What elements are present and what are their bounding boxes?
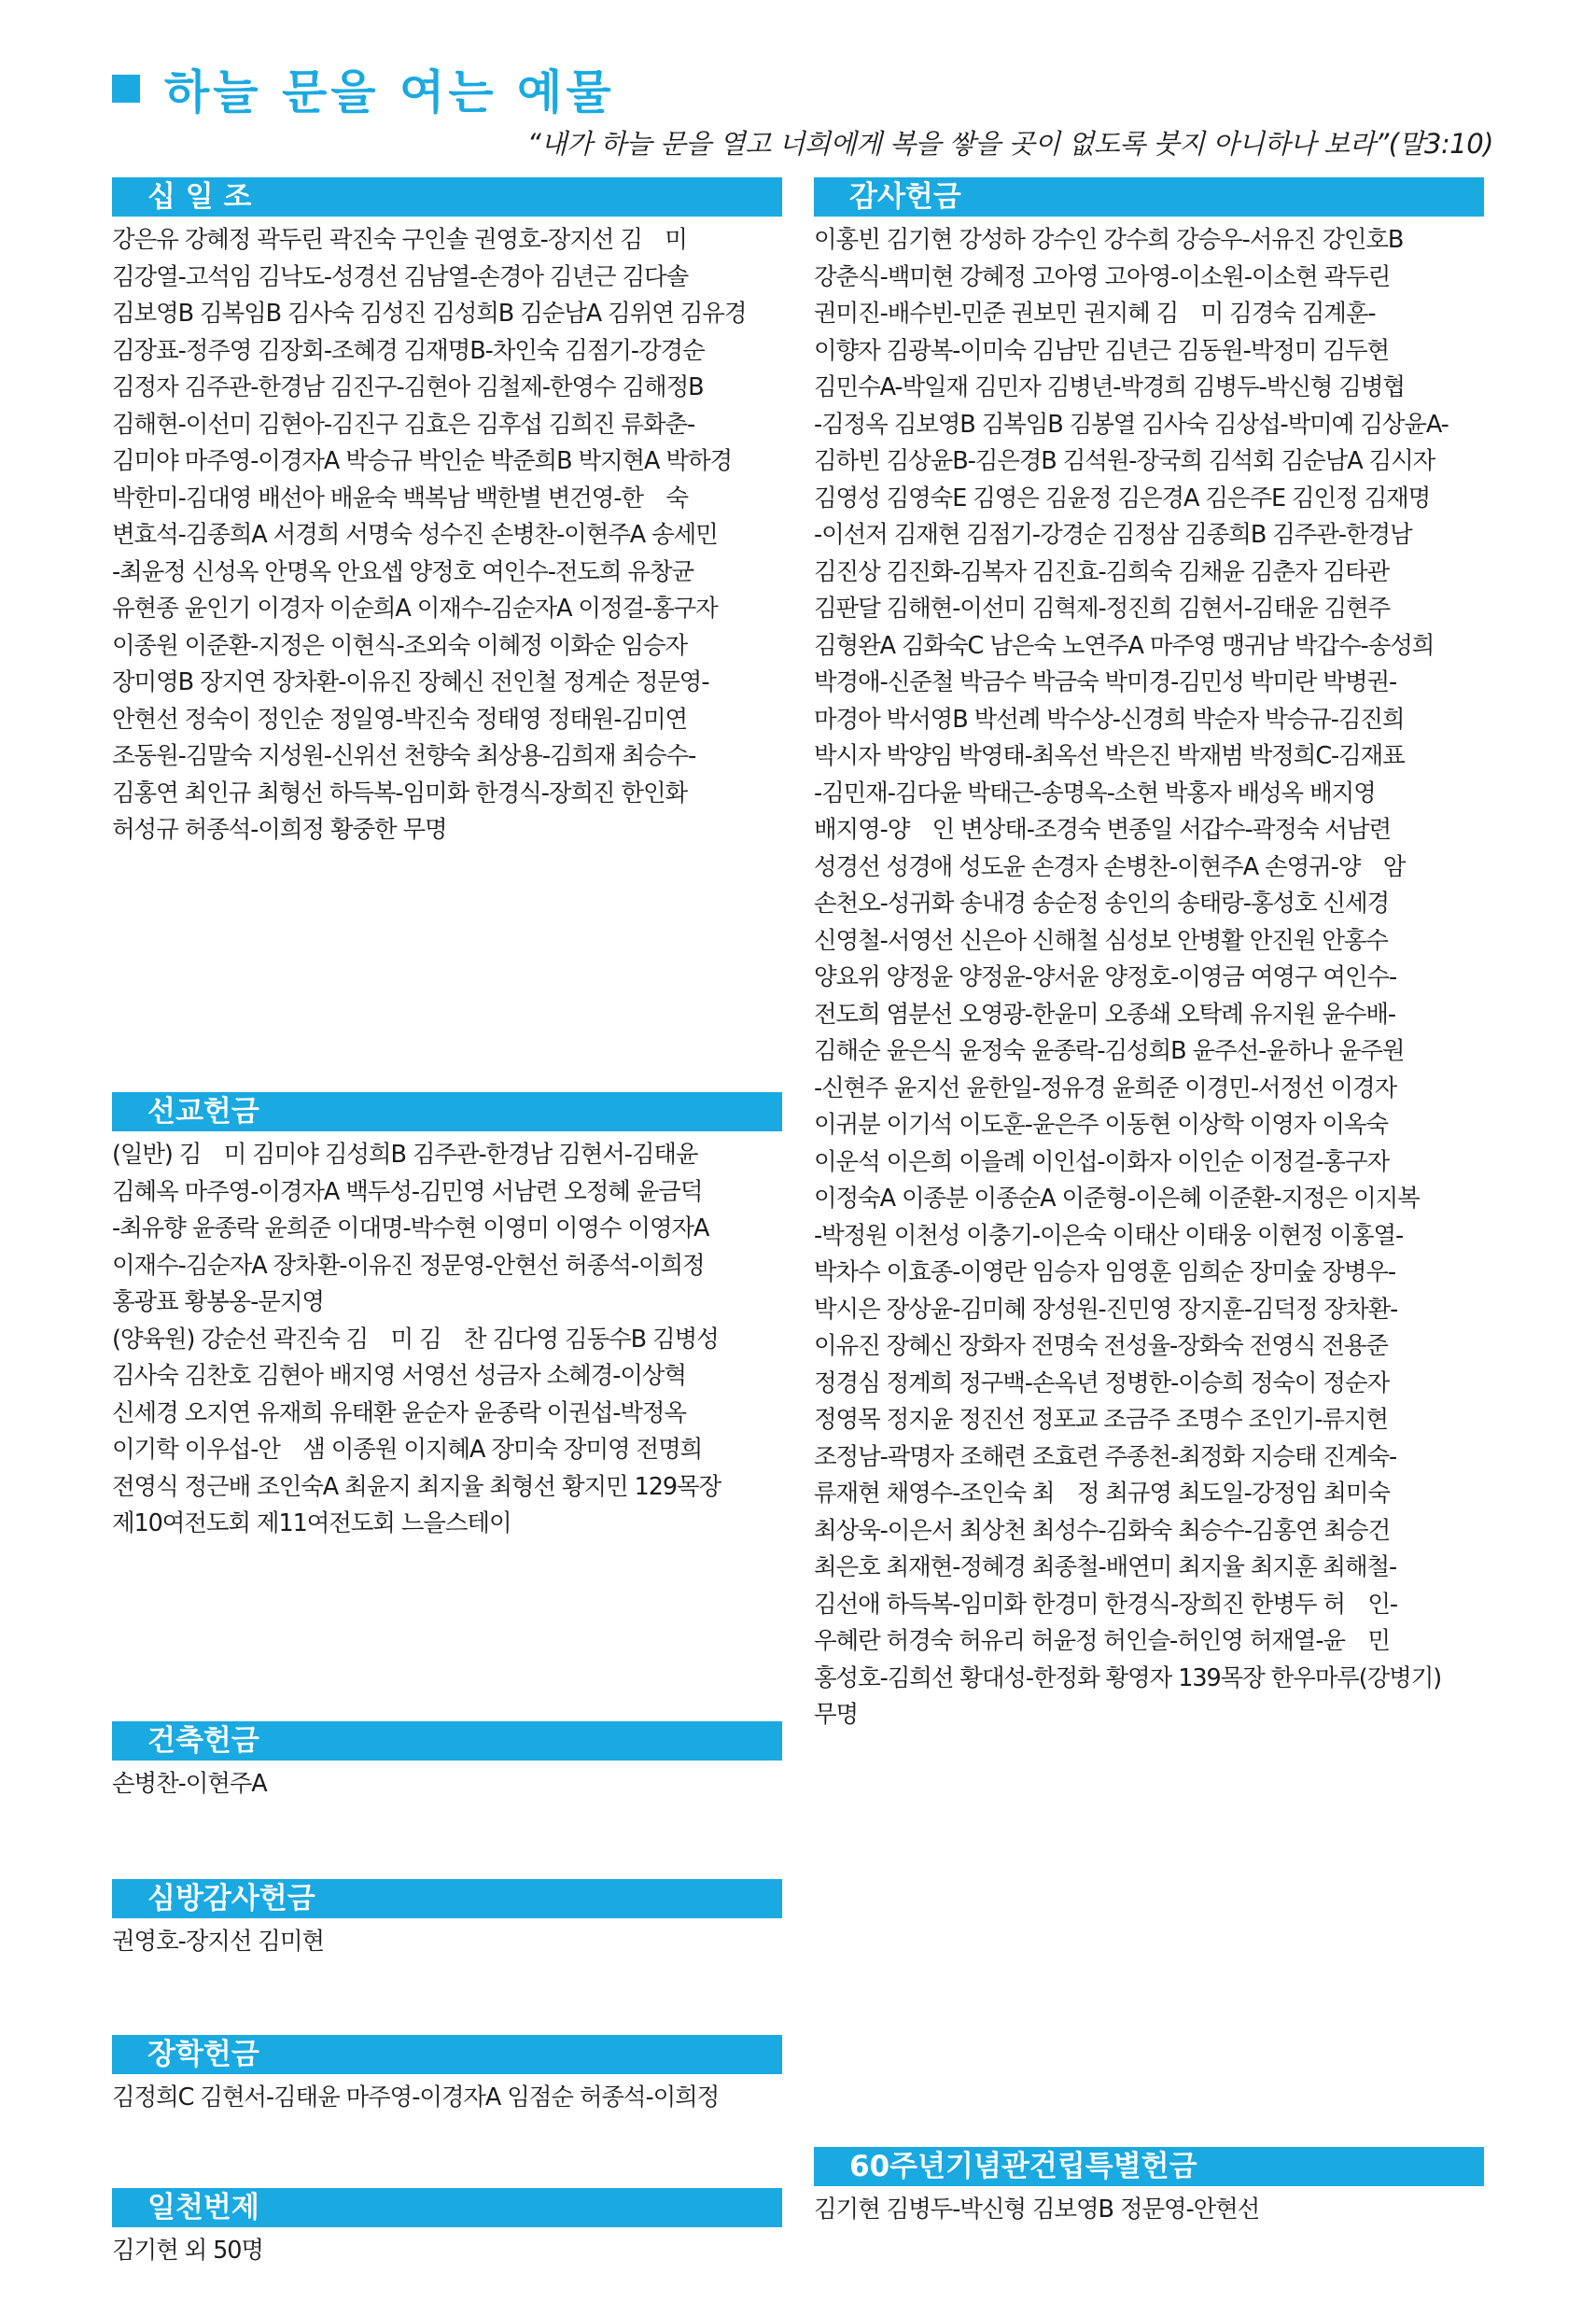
name-line: 김정자 김주관-한경남 김진구-김현아 김철제-한영수 김해정B [112, 373, 704, 401]
section-title: 감사헌금 [814, 177, 1484, 217]
name-line: 김선애 하득복-임미화 한경미 한경식-장희진 한병두 허 인- [814, 1590, 1397, 1619]
name-line: -김민재-김다윤 박태근-송명옥-소현 박홍자 배성옥 배지영 [814, 779, 1376, 807]
name-line: -이선저 김재현 김점기-강경순 김정삼 김종희B 김주관-한경남 [814, 521, 1412, 549]
name-line: 전도희 염분선 오영광-한윤미 오종쇄 오탁례 유지원 윤수배- [814, 1000, 1396, 1029]
name-line: 이정숙A 이종분 이종순A 이준형-이은혜 이준환-지정은 이지복 [814, 1185, 1420, 1213]
section-body [112, 1924, 782, 1961]
name-line: 변효석-김종희A 서경희 서명숙 성수진 손병찬-이현주A 송세민 [112, 521, 718, 549]
section-title: 십 일 조 [112, 177, 782, 217]
section-body [112, 2233, 782, 2270]
name-line: -최유향 윤종락 윤희준 이대명-박수현 이영미 이영수 이영자A [112, 1214, 709, 1242]
title-square-icon [112, 75, 140, 103]
name-line: 강은유 강혜정 곽두린 곽진숙 구인솔 권영호-장지선 김 미 [112, 226, 687, 254]
name-line: 양요위 양정윤 양정윤-양서윤 양정호-이영금 여영구 여인수- [814, 963, 1397, 991]
name-line: 홍성호-김희선 황대성-한정화 황영자 139목장 한우마루(강병기) [814, 1663, 1442, 1692]
section-building [112, 1721, 782, 1803]
name-line: 조정남-곽명자 조해련 조효련 주종천-최정화 지승태 진계숙- [814, 1442, 1397, 1471]
name-line: 박시은 장상윤-김미혜 장성원-진민영 장지훈-김덕정 장차환- [814, 1295, 1398, 1324]
name-line: 정영목 정지윤 정진선 정포교 조금주 조명수 조인기-류지현 [814, 1406, 1388, 1434]
section-title: 선교헌금 [112, 1092, 782, 1131]
name-line: 김형완A 김화숙C 남은숙 노연주A 마주영 맹귀남 박갑수-송성희 [814, 631, 1435, 660]
section-body [112, 2080, 782, 2117]
name-line: 김판달 김해현-이선미 김혁제-정진희 김현서-김태윤 김현주 [814, 595, 1391, 623]
name-line: 류재현 채영수-조인숙 최 정 최규영 최도일-강정임 최미숙 [814, 1480, 1390, 1508]
name-line: 전영식 정근배 조인숙A 최윤지 최지율 최형선 황지민 129목장 [112, 1472, 721, 1501]
section-anniversary [814, 2147, 1484, 2229]
name-line: 최상욱-이은서 최상천 최성수-김화숙 최승수-김홍연 최승건 [814, 1516, 1391, 1545]
name-line: 김해현-이선미 김현아-김진구 김효은 김후섭 김희진 류화춘- [112, 410, 695, 439]
section-thousandth [112, 2188, 782, 2270]
name-line: 김강열-고석임 김낙도-성경선 김남열-손경아 김년근 김다솔 [112, 262, 689, 291]
name-line: 박시자 박양임 박영태-최옥선 박은진 박재범 박정희C-김재표 [814, 742, 1405, 770]
section-mission [112, 1092, 782, 1543]
name-line: 김영성 김영숙E 김영은 김윤정 김은경A 김은주E 김인정 김재명 [814, 484, 1431, 512]
name-line: 이기학 이우섭-안 샘 이종원 이지혜A 장미숙 장미영 전명희 [112, 1436, 703, 1464]
name-line: 정경심 정계희 정구백-손옥년 정병한-이승희 정숙이 정순자 [814, 1368, 1390, 1397]
name-line: 최은호 최재현-정혜경 최종철-배연미 최지율 최지훈 최해철- [814, 1553, 1397, 1581]
name-line: 김미야 마주영-이경자A 박승규 박인순 박준희B 박지현A 박하경 [112, 447, 733, 475]
name-line: 이향자 김광복-이미숙 김남만 김년근 김동원-박정미 김두현 [814, 336, 1390, 365]
name-line: 마경아 박서영B 박선례 박수상-신경희 박순자 박승규-김진희 [814, 705, 1405, 734]
section-title: 심방감사헌금 [112, 1879, 782, 1918]
name-line: 김장표-정주영 김장회-조혜경 김재명B-차인숙 김점기-강경순 [112, 336, 705, 365]
section-body [112, 1766, 782, 1803]
section-scholarship [112, 2035, 782, 2117]
name-line: 김해순 윤은식 윤정숙 윤종락-김성희B 윤주선-윤하나 윤주원 [814, 1037, 1405, 1065]
name-line: 김하빈 김상윤B-김은경B 김석원-장국희 김석회 김순남A 김시자 [814, 447, 1435, 475]
name-line: 무명 [814, 1701, 859, 1729]
name-line: 조동원-김말숙 지성원-신위선 천향숙 최상용-김희재 최승수- [112, 742, 696, 770]
name-line: 이재수-김순자A 장차환-이유진 정문영-안현선 허종석-이희정 [112, 1251, 705, 1280]
name-line: -박정원 이천성 이충기-이은숙 이태산 이태웅 이현정 이홍열- [814, 1221, 1404, 1250]
name-line: (양육원) 강순선 곽진숙 김 미 김 찬 김다영 김동수B 김병성 [112, 1325, 719, 1354]
section-body [112, 222, 782, 849]
name-line: -최윤정 신성옥 안명옥 안요셉 양정호 여인수-전도희 유창균 [112, 557, 694, 586]
name-line: 제10여전도회 제11여전도회 느을스테이 [112, 1509, 511, 1537]
name-line: 장미영B 장지연 장차환-이유진 장혜신 전인철 정계순 정문영- [112, 668, 709, 696]
name-line: 박차수 이효종-이영란 임승자 임영훈 임희순 장미숲 장병우- [814, 1258, 1396, 1286]
name-line: 권영호-장지선 김미현 [112, 1928, 324, 1956]
name-line: 이귀분 이기석 이도훈-윤은주 이동현 이상학 이영자 이옥숙 [814, 1111, 1388, 1139]
name-line: 김보영B 김복임B 김사숙 김성진 김성희B 김순남A 김위연 김유경 [112, 300, 747, 328]
name-line: 김정희C 김현서-김태윤 마주영-이경자A 임점순 허종석-이희정 [112, 2084, 720, 2112]
section-title: 일천번제 [112, 2188, 782, 2227]
page-title: 하늘 문을 여는 예물 [164, 65, 615, 119]
name-line: 김홍연 최인규 최형선 하득복-임미화 한경식-장희진 한인화 [112, 779, 688, 807]
section-title: 60주년기념관건립특별헌금 [814, 2147, 1484, 2186]
title-row [112, 56, 1493, 121]
name-line: -김정옥 김보영B 김복임B 김봉열 김사숙 김상섭-박미예 김상윤A- [814, 410, 1449, 439]
name-line: 권미진-배수빈-민준 권보민 권지혜 김 미 김경숙 김계훈- [814, 300, 1376, 328]
name-line: 손천오-성귀화 송내경 송순정 송인의 송태랑-홍성호 신세경 [814, 890, 1390, 918]
name-line: 우혜란 허경숙 허유리 허윤정 허인슬-허인영 허재열-윤 민 [814, 1627, 1390, 1655]
name-line: 이운석 이은희 이을례 이인섭-이화자 이인순 이정걸-홍구자 [814, 1147, 1390, 1176]
name-line: 김혜옥 마주영-이경자A 백두성-김민영 서남련 오정혜 윤금덕 [112, 1177, 703, 1206]
section-title: 장학헌금 [112, 2035, 782, 2074]
page-header [112, 56, 1493, 168]
name-line: 박경애-신준철 박금수 박금숙 박미경-김민성 박미란 박병권- [814, 668, 1397, 696]
name-line: 손병찬-이현주A [112, 1770, 267, 1798]
section-visit [112, 1879, 782, 1961]
name-line: 김기현 외 50명 [112, 2237, 263, 2265]
section-title: 건축헌금 [112, 1721, 782, 1761]
page-subtitle: “내가 하늘 문을 열고 너희에게 복을 쌓을 곳이 없도록 붓지 아니하나 보라”(말3:10) [526, 128, 1493, 160]
section-tithe [112, 177, 782, 849]
name-line: 이유진 장혜신 장화자 전명숙 전성율-장화숙 전영식 전용준 [814, 1332, 1388, 1360]
name-line: 김민수A-박일재 김민자 김병년-박경희 김병두-박신형 김병협 [814, 373, 1405, 401]
name-line: 신영철-서영선 신은아 신해철 심성보 안병활 안진원 안홍수 [814, 926, 1388, 955]
name-line: 홍광표 황봉옹-문지영 [112, 1288, 324, 1316]
section-body [112, 1137, 782, 1543]
name-line: 유현종 윤인기 이경자 이순희A 이재수-김순자A 이정걸-홍구자 [112, 595, 718, 623]
name-line: 배지영-양 인 변상태-조경숙 변종일 서갑수-곽정숙 서남련 [814, 816, 1391, 844]
name-line: 성경선 성경애 성도윤 손경자 손병찬-이현주A 손영귀-양 암 [814, 852, 1406, 881]
name-line: 강춘식-백미현 강혜정 고아영 고아영-이소원-이소현 곽두린 [814, 262, 1391, 291]
name-line: 김사숙 김찬호 김현아 배지영 서영선 성금자 소혜경-이상혁 [112, 1362, 686, 1390]
name-line: (일반) 김 미 김미야 김성희B 김주관-한경남 김현서-김태윤 [112, 1141, 698, 1169]
name-line: 김기현 김병두-박신형 김보영B 정문영-안현선 [814, 2196, 1260, 2224]
name-line: 신세경 오지연 유재희 유태환 윤순자 윤종락 이권섭-박정옥 [112, 1398, 686, 1427]
section-body [814, 222, 1484, 1734]
name-line: 이종원 이준환-지정은 이현식-조외숙 이혜정 이화순 임승자 [112, 631, 688, 660]
name-line: -신현주 윤지선 윤한일-정유경 윤희준 이경민-서정선 이경자 [814, 1073, 1397, 1102]
name-line: 안현선 정숙이 정인순 정일영-박진숙 정태영 정태원-김미연 [112, 705, 688, 734]
name-line: 허성규 허종석-이희정 황중한 무명 [112, 816, 447, 844]
section-body [814, 2192, 1484, 2229]
section-thanks [814, 177, 1484, 1734]
name-line: 박한미-김대영 배선아 배윤숙 백복남 백한별 변건영-한 숙 [112, 484, 688, 512]
name-line: 김진상 김진화-김복자 김진효-김희숙 김채윤 김춘자 김타관 [814, 557, 1390, 586]
name-line: 이홍빈 김기현 강성하 강수인 강수희 강승우-서유진 강인호B [814, 226, 1404, 254]
